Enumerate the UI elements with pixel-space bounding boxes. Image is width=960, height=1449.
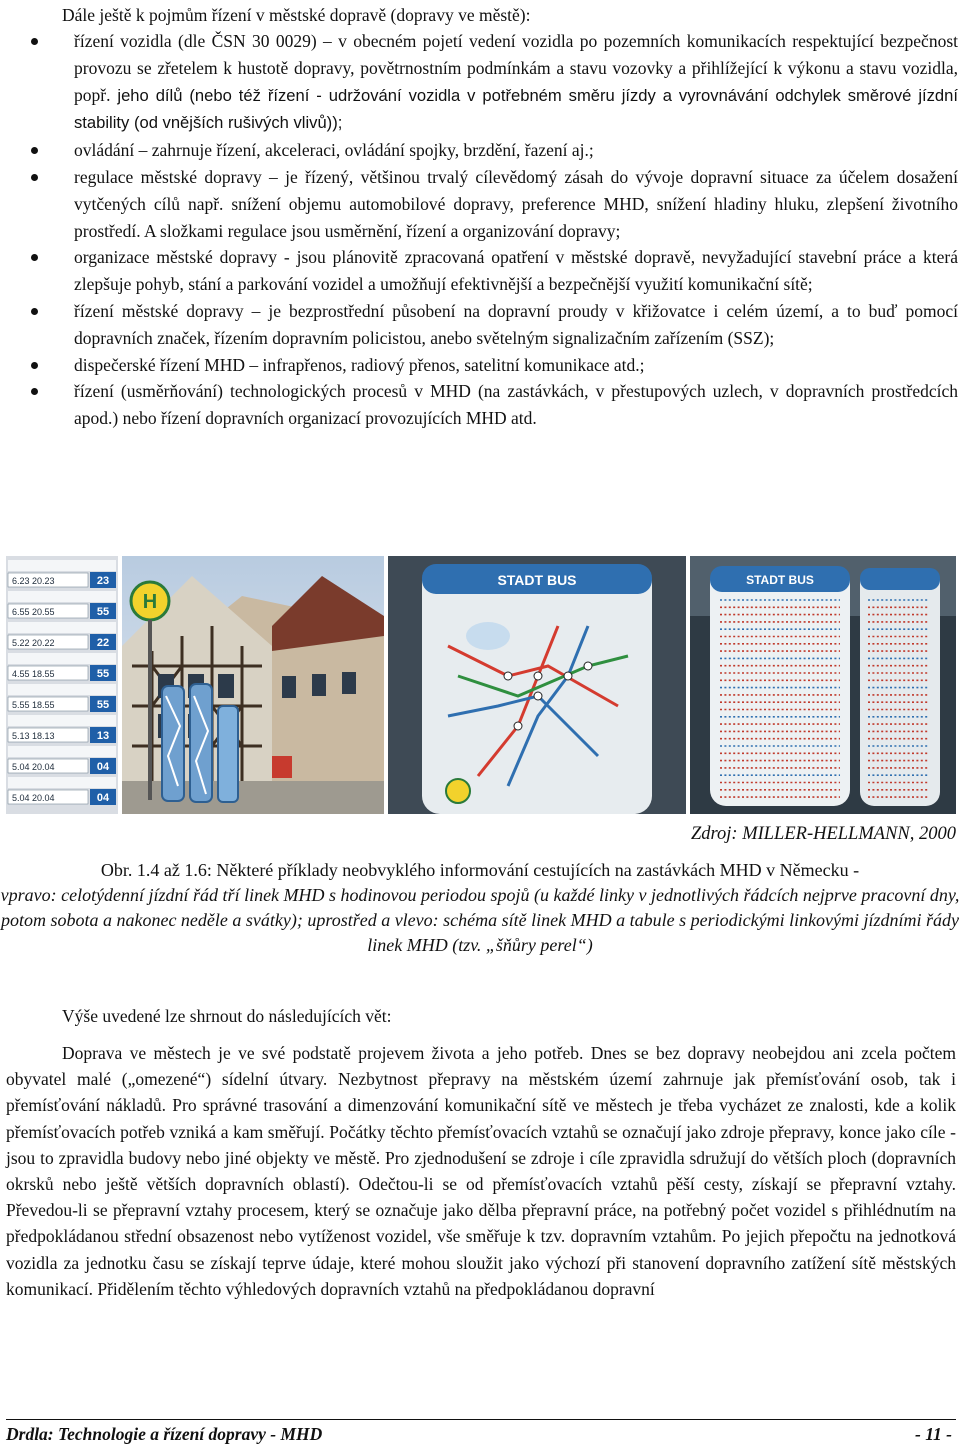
timetable-board-photo	[6, 556, 118, 814]
map-board-title: STADT BUS	[497, 572, 577, 588]
timetable-row-header	[8, 777, 116, 788]
timetable-row-time-text: 5.04 20.04	[12, 762, 55, 772]
list-item-text: regulace městské dopravy – je řízený, většinou trvalý cílevědomý zásah do vývoje dopravní situace za účelem dosažení vytčených cílů např. snížení objemu automobilové dopravy, preference MHD, snížení hladiny hluku, zlepšení životního prostředí. A složkami regulace jsou usměrnění, řízení a organizování dopravy;	[74, 166, 958, 241]
timetable-row-header	[8, 591, 116, 602]
figure-caption	[0, 858, 960, 958]
timetable-row-header	[8, 622, 116, 633]
bus-stop-sign-letter: H	[142, 591, 158, 613]
line-number-text: 04	[96, 792, 110, 804]
timetable-row-header	[8, 746, 116, 757]
timetable-row-header	[8, 684, 116, 695]
figure-caption-description: vpravo: celotýdenní jízdní řád tří linek MHD s hodinovou periodou spojů (u každé linky v jednotlivých řádcích nejprve pracovní dny, potom sobota a nakonec neděle a svátky); uprostřed a vlevo: schéma sítě linek MHD a tabule s periodickými linkovými jízdními řády linek MHD (tzv. „šňůry perel“)	[0, 885, 960, 955]
list-item-text-continued: jeho dílů (nebo též řízení - udržování vozidla v potřebném směru jízdy a vyrovnávání odchylek směrové jízdní stability (od vnějších rušivých vlivů));	[74, 85, 958, 133]
weekly-timetable-image	[690, 556, 956, 814]
figure-caption-label: Obr. 1.4 až 1.6: Některé příklady neobvyklého informování cestujících na zastávkách MHD v Německu -	[100, 860, 860, 880]
page-number: - 11 -	[915, 1424, 952, 1444]
timetable-row-header	[8, 560, 116, 571]
timetable-row-header	[8, 653, 116, 664]
list-item	[14, 244, 958, 298]
line-number-text: 22	[96, 637, 110, 649]
timetable-row-time-text: 5.04 20.04	[12, 793, 55, 803]
timetable-row-time-text: 4.55 18.55	[12, 669, 55, 679]
timetable-row-time-text: 6.23 20.23	[12, 576, 55, 586]
definition-list	[14, 28, 958, 432]
footer-rule	[6, 1419, 956, 1420]
timetable-row-header	[8, 715, 116, 726]
body-paragraph: Doprava ve městech je ve své podstatě projevem života a jeho potřeb. Dnes se bez dopravy neobejdou ani zcela počtem obyvatel malé („omezené“) sídelní útvary. Nezbytnost přepravy na městském území zahrnuje jak přemísťování osob, tak i přemísťování nákladů. Pro správné trasování a dimenzování komunikační sítě ve městech je třeba vycházet ze znalosti, kde a kolik přemísťovacích potřeb vzniká a kam směřují. Počátky těchto přemísťovacích vztahů se označují jako zdroje přepravy, konce jako cíle - jsou to zpravidla budovy nebo jiné objekty ve městě. Pro zjednodušení se zdroje i cíle zpravidla sdružují do větších ploch (dopravních okrsků nebo ještě větších dopravních oblastí). Odečtou-li se od přemísťovacích vztahů pěší cesty, získají se přepravní vztahy. Převedou-li se přepravní vztahy procesem, který se označuje jako dělba přepravní práce, na potřebný počet vozidel s přihlédnutím na předpokládanou střední obsazenost nebo vytíženost vozidel, vše směřuje k tzv. dopravním vztahům. Po jejich přepočtu na jednotková vozidla za jednotku času se získají teprve údaje, které mohou sloužit jako výchozí při stanovení dopravního zatížení sítě městských komunikací. Přidělením těchto výhledových dopravních vztahů na předpokládanou dopravní	[6, 1043, 956, 1299]
summary-lead: Výše uvedené lze shrnout do následujících vět:	[62, 1006, 392, 1026]
list-item-text: řízení (usměrňování) technologických procesů v MHD (na zastávkách, v přestupových uzlech, v dopravních prostředcích apod.) nebo řízení dopravních organizací provozujících MHD atd.	[74, 381, 958, 429]
weekly-timetable-photo	[690, 556, 956, 814]
intro-sentence: Dále ještě k pojmům řízení v městské dopravě (dopravy ve městě):	[62, 5, 531, 25]
timetable-board-image	[6, 556, 118, 814]
street-scene-photo	[122, 556, 384, 814]
line-number-text: 55	[96, 668, 110, 680]
timetable-row-time-text: 5.22 20.22	[12, 638, 55, 648]
footer-title: Drdla: Technologie a řízení dopravy - MHD	[6, 1424, 323, 1444]
network-map-photo	[388, 556, 686, 814]
line-number-text: 55	[96, 699, 110, 711]
line-number-text: 23	[96, 575, 110, 587]
list-item-text: řízení vozidla (dle ČSN 30 0029) – v obecném pojetí vedení vozidla po pozemních komunikacích respektující bezpečnost provozu se zřetelem k hustotě dopravy, povětrnostním podmínkám a stavu vozovky a přihlížející k výkonu a stavu vozidla, popř.	[74, 31, 958, 105]
list-item	[14, 28, 958, 137]
list-item	[14, 352, 958, 379]
list-item-text: řízení městské dopravy – je bezprostřední působení na dopravní proudy v křižovatce i celém území, a to buď pomocí dopravních značek, řízením dopravním policistou, anebo světelným signalizačním zařízením (SSZ);	[74, 300, 958, 348]
timetable-row-time-text: 6.55 20.55	[12, 607, 55, 617]
list-item	[14, 164, 958, 244]
list-item	[14, 137, 958, 164]
timetable-board-title: STADT BUS	[746, 573, 814, 587]
list-item-text: ovládání – zahrnuje řízení, akceleraci, ovládání spojky, brzdění, řazení aj.;	[74, 140, 594, 161]
network-map-image	[388, 556, 686, 814]
line-number-text: 04	[96, 761, 110, 773]
line-number-text: 55	[96, 606, 110, 618]
timetable-row-time-text: 5.55 18.55	[12, 700, 55, 710]
line-number-text: 13	[96, 730, 110, 742]
photo-strip	[6, 556, 956, 814]
list-item-text: organizace městské dopravy - jsou plánovitě zpracovaná opatření v městské dopravě, nevyžadující stavební práce a která zlepšuje pohyb, stání a parkování vozidel a umožňují efektivnější a bezpečnější využití komunikační sítě;	[74, 247, 958, 295]
list-item	[14, 378, 958, 432]
list-item-text: dispečerské řízení MHD – infrapřenos, radiový přenos, satelitní komunikace atd.;	[74, 354, 645, 375]
timetable-row-time-text: 5.13 18.13	[12, 731, 55, 741]
figure-source: Zdroj: MILLER-HELLMANN, 2000	[690, 824, 956, 844]
street-scene-image	[122, 556, 384, 814]
list-item	[14, 298, 958, 352]
